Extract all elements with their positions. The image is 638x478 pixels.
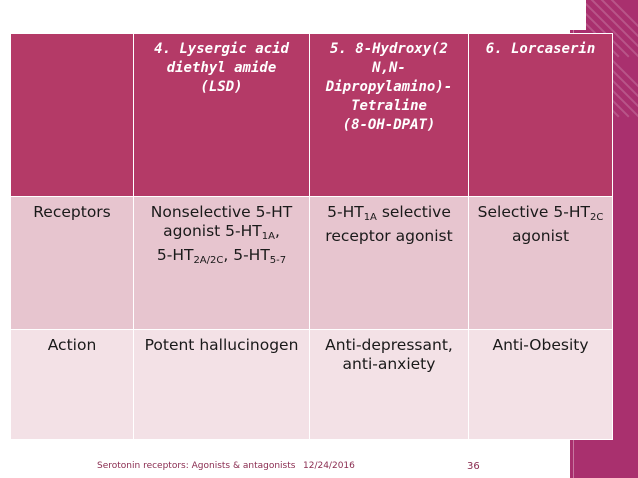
row-label-action: Action xyxy=(11,330,134,440)
cell-text: Anti-depressant, anti-anxiety xyxy=(325,336,453,373)
cell-text: , 5-HT xyxy=(223,246,270,264)
header-cell-lorcaserin: 6. Lorcaserin xyxy=(469,34,613,197)
cell-text: Selective 5-HT xyxy=(477,203,590,221)
table-header-row xyxy=(11,34,613,197)
table-row-action xyxy=(11,330,613,440)
cell-text: agonist xyxy=(511,227,570,245)
footer-date: 12/24/2016 xyxy=(303,461,355,471)
cell-dpat-receptors xyxy=(310,197,469,330)
header-dpat-line: Dipropylamino)- xyxy=(325,79,453,95)
header-dpat-line: Tetraline xyxy=(351,98,427,114)
header-dpat-line: (8-OH-DPAT) xyxy=(342,117,436,133)
cell-lsd-receptors xyxy=(134,197,310,330)
header-cell-empty xyxy=(11,34,134,197)
subscript: 2A/2C xyxy=(193,255,224,266)
subscript: 2C xyxy=(589,212,604,223)
header-dpat-line: N,N- xyxy=(372,60,406,76)
header-lsd-text: 4. Lysergic acid diethyl amide (LSD) xyxy=(154,41,289,95)
subscript: 1A xyxy=(261,231,275,242)
comparison-table xyxy=(10,33,613,440)
decorative-tab xyxy=(570,0,586,30)
footer-title: Serotonin receptors: Agonists & antagonists xyxy=(97,461,296,471)
row-label-receptors: Receptors xyxy=(11,197,134,330)
header-cell-8-oh-dpat xyxy=(310,34,469,197)
table-row-receptors xyxy=(11,197,613,330)
cell-text: selective receptor agonist xyxy=(325,203,453,245)
cell-text: 5-HT xyxy=(156,246,194,264)
cell-text: 5-HT xyxy=(327,203,364,221)
subscript: 5-7 xyxy=(269,255,287,266)
cell-lorcaserin-action: Anti-Obesity xyxy=(469,330,613,440)
cell-dpat-action xyxy=(310,330,469,440)
subscript: 1A xyxy=(363,212,377,223)
cell-lorcaserin-receptors xyxy=(469,197,613,330)
cell-text: , xyxy=(274,222,280,240)
header-dpat-line: 5. 8-Hydroxy(2 xyxy=(329,41,448,57)
cell-lsd-action: Potent hallucinogen xyxy=(134,330,310,440)
footer-page-number: 36 xyxy=(467,461,480,472)
header-cell-lsd xyxy=(134,34,310,197)
cell-text: Nonselective 5-HT agonist 5-HT xyxy=(150,203,293,240)
